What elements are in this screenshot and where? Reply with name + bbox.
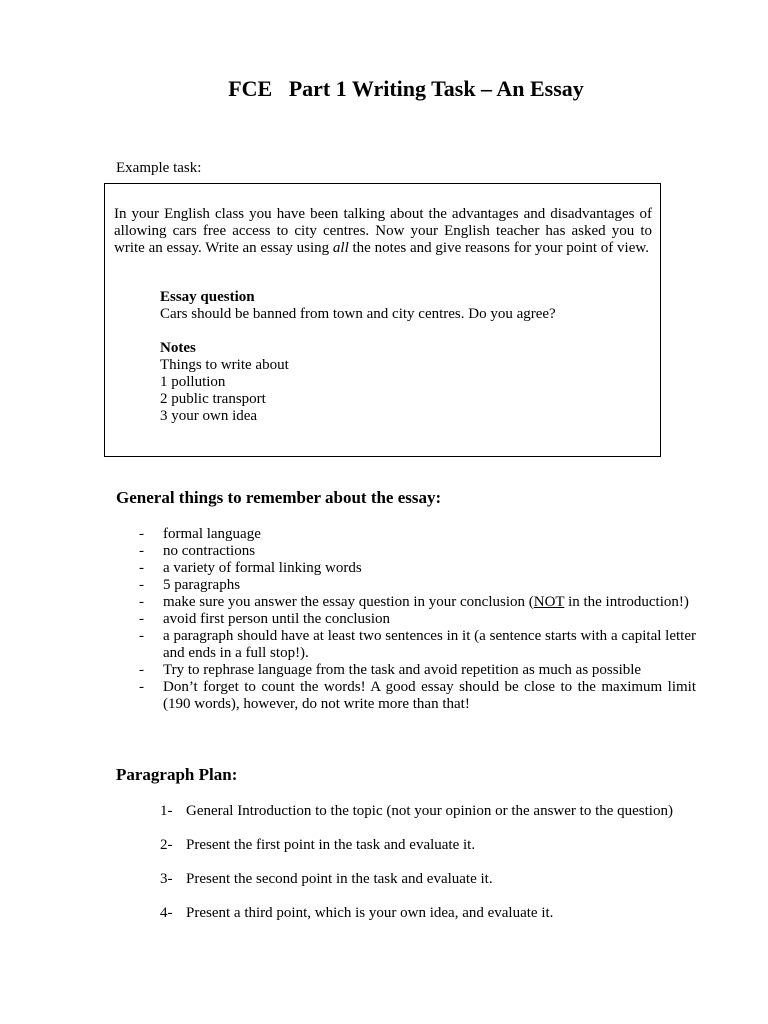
- bullet-dash: -: [139, 577, 144, 593]
- emphasis-not: NOT: [533, 594, 565, 610]
- plan-item-number: 2-: [160, 837, 173, 853]
- note-item: 2 public transport: [160, 391, 266, 407]
- essay-question: Cars should be banned from town and city centres. Do you agree?: [160, 306, 556, 322]
- bullet-dash: -: [139, 611, 144, 627]
- bullet-dash: -: [139, 628, 144, 644]
- task-instructions: [114, 206, 652, 257]
- example-task-label: Example task:: [116, 160, 202, 176]
- bullet-dash: -: [139, 594, 144, 610]
- note-item: 3 your own idea: [160, 408, 258, 424]
- list-item: - 5 paragraphs: [139, 577, 241, 593]
- list-item: - Try to rephrase language from the task and avoid repetition as much as possible: [139, 662, 642, 678]
- plan-item-number: 3-: [160, 871, 173, 887]
- list-item: - formal language: [139, 526, 261, 542]
- paragraph-plan-list: [160, 803, 720, 939]
- list-item: - avoid first person until the conclusion: [139, 611, 391, 627]
- plan-item: [160, 871, 720, 905]
- remember-heading: General things to remember about the essay:: [116, 488, 442, 507]
- remember-list: [136, 526, 696, 713]
- task-instructions-part1: In your English class you have been talking about the advantages and disadvantages of allowing cars free access to city centres. Now your English teacher has asked you to write an essay. Write an essay using: [114, 206, 652, 256]
- list-item: - Don’t forget to count the words! A good essay should be close to the maximum limit (190 words), however, do not write more than that!: [139, 679, 696, 712]
- plan-item-text: Present the first point in the task and evaluate it.: [186, 837, 476, 853]
- plan-item-number: 1-: [160, 803, 173, 819]
- list-item: - a variety of formal linking words: [139, 560, 362, 576]
- bullet-dash: -: [139, 662, 144, 678]
- plan-item: [160, 803, 720, 837]
- plan-item-text: Present a third point, which is your own idea, and evaluate it.: [186, 905, 554, 921]
- paragraph-plan-heading: Paragraph Plan:: [116, 765, 238, 784]
- bullet-dash: -: [139, 543, 144, 559]
- notes-intro: Things to write about: [160, 357, 289, 373]
- page-title: FCE Part 1 Writing Task – An Essay: [228, 76, 584, 101]
- task-instructions-italic: all: [332, 240, 349, 256]
- list-item: - no contractions: [139, 543, 256, 559]
- task-instructions-part2: the notes and give reasons for your point of view.: [348, 240, 649, 256]
- bullet-dash: -: [139, 679, 144, 695]
- plan-item: [160, 905, 720, 939]
- essay-question-heading: Essay question: [160, 289, 255, 305]
- notes-heading: Notes: [160, 340, 196, 356]
- task-details: [160, 289, 640, 425]
- note-item: 1 pollution: [160, 374, 226, 390]
- plan-item-text: Present the second point in the task and evaluate it.: [186, 871, 493, 887]
- bullet-dash: -: [139, 560, 144, 576]
- bullet-dash: -: [139, 526, 144, 542]
- list-item: - a paragraph should have at least two sentences in it (a sentence starts with a capital letter and ends in a full stop!).: [139, 628, 696, 661]
- plan-item: [160, 837, 720, 871]
- plan-item-number: 4-: [160, 905, 173, 921]
- example-task-box: [104, 183, 661, 457]
- list-item: - make sure you answer the essay question in your conclusion (NOT in the introduction!): [139, 594, 689, 610]
- plan-item-text: General Introduction to the topic (not your opinion or the answer to the question): [186, 803, 673, 819]
